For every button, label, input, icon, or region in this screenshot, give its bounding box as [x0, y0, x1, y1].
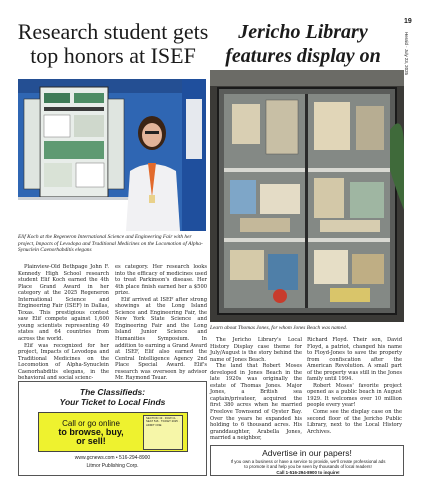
paragraph: Richard Floyd. Their son, David Floyd, a patriot, changed his name to Floyd-Jones to save the property from confiscation after the American Revolution. A small part of the property was still in the Jones family until 1994. [307, 337, 402, 383]
advertise-body [217, 459, 399, 475]
advertise-line-1: If you own a business or have a service to provide, we'll create professional ads [230, 459, 386, 464]
paragraph: Elif arrived at ISEF after strong showings at the Long Island Science and Engineering Fair, the New York State Science and Engineering Fair and the Long Island Junior Science and Humanities Symposium. In addition to earning a Grand Award at ISEF, Elif also earned the Central Intelligence Agency 2nd Place Special Award. Elif's research was overseen by advisor Mr. Raymond Tsuar. [115, 296, 207, 382]
advertise-box[interactable] [210, 445, 404, 476]
page-number: 19 [404, 18, 412, 25]
classifieds-ad-title [19, 387, 206, 407]
paragraph: The land that Robert Moses developed in Jones Beach in the late 1920s was originally the estate of Thomas Jones. Major Jones, a British sea captain/privateer, acquired the first 380 acres when he married Freelove Townsend of Oyster Bay. Over the years he expanded his holding to 6 thousand acres. His granddaughter, Arabella Jones, married a neighbor, [210, 363, 302, 442]
advertise-line-2: to promote it and help you be seen by thousands of local readers! [244, 464, 372, 470]
right-headline: Jericho Library features display on [225, 21, 381, 67]
ad-company: Litmor Publishing Corp. [86, 463, 139, 469]
student-photo-illustration [18, 79, 206, 231]
call-line-3: or sell! [76, 436, 106, 446]
ticket-graphic: SECTION 19 · ROW CL · SEAT 516 · TICKET 2025 · ADMIT ONE [143, 415, 183, 450]
display-case-photo [210, 70, 404, 322]
paragraph: Come see the display case on the second floor of the Jericho Public Library, next to the Local History Archives. [307, 409, 402, 435]
ad-title-line-2: Your Ticket to Local Finds [59, 397, 166, 407]
right-article-column-2 [307, 337, 402, 435]
ad-call-to-action [47, 419, 135, 446]
right-article-column-1 [210, 337, 302, 442]
student-photo [18, 79, 206, 231]
ad-title-line-1: The Classifieds: [79, 387, 146, 397]
left-article-column-1 [18, 264, 109, 382]
paragraph: Plainview-Old Bethpage John F. Kennedy High School research student Elif Koch earned the 4th Place Grand Award in her category at the 2025 Regeneron International Science and Engineering Fair (ISEF) in Dallas, Texas. This prestigious contest saw Elif compete against 1,600 young scientists representing 49 states and 64 countries from across the world. [18, 264, 109, 343]
paragraph: The Jericho Library's Local History Display case theme for July/August is the story behind the name of Jones Beach. [210, 337, 302, 363]
date-line-text: Herald · July 23, 2025 [404, 32, 409, 75]
paragraph: Robert Moses' favorite project opened as a public beach in August 1929. It welcomes over 10 million people every year! [307, 382, 402, 409]
classifieds-ad[interactable] [18, 381, 207, 476]
ad-website-phone[interactable]: www.gcnews.com • 516-294-8900 [74, 455, 151, 461]
paragraph: Elif was recognized for her project, Impacts of Levodopa and Traditional Medicines on the Locomotion of Alpha-Synuclein Caenorhabditis elegans, in the behavioral and social scienc- [18, 342, 109, 382]
call-line-2: to browse, buy, [58, 427, 124, 437]
advertise-line-3[interactable]: Call 1-516-294-8900 to inquire! [276, 469, 340, 475]
call-line-1: Call or go online [62, 419, 120, 428]
left-headline: Research student gets top honors at ISEF [17, 19, 209, 68]
display-case-illustration [210, 70, 404, 322]
display-case-caption: Learn about Thomas Jones, for whom Jones Beach was named. [210, 325, 348, 331]
ad-yellow-box [38, 412, 188, 452]
left-article-column-2 [115, 264, 207, 382]
advertise-title: Advertise in our papers! [262, 448, 352, 458]
student-photo-caption: Elif Koch at the Regeneron International Science and Engineering Fair with her project, Impacts of Levodopa and Traditional Medicines on the Locomotion of Alpha-Synuclein Caenorhabditis elegans [18, 234, 203, 253]
paragraph: es category. Her research looks into the efficacy of medicines used to treat Parkinson's disease. Her 4th place finish earned her a $500 prize. [115, 264, 207, 297]
